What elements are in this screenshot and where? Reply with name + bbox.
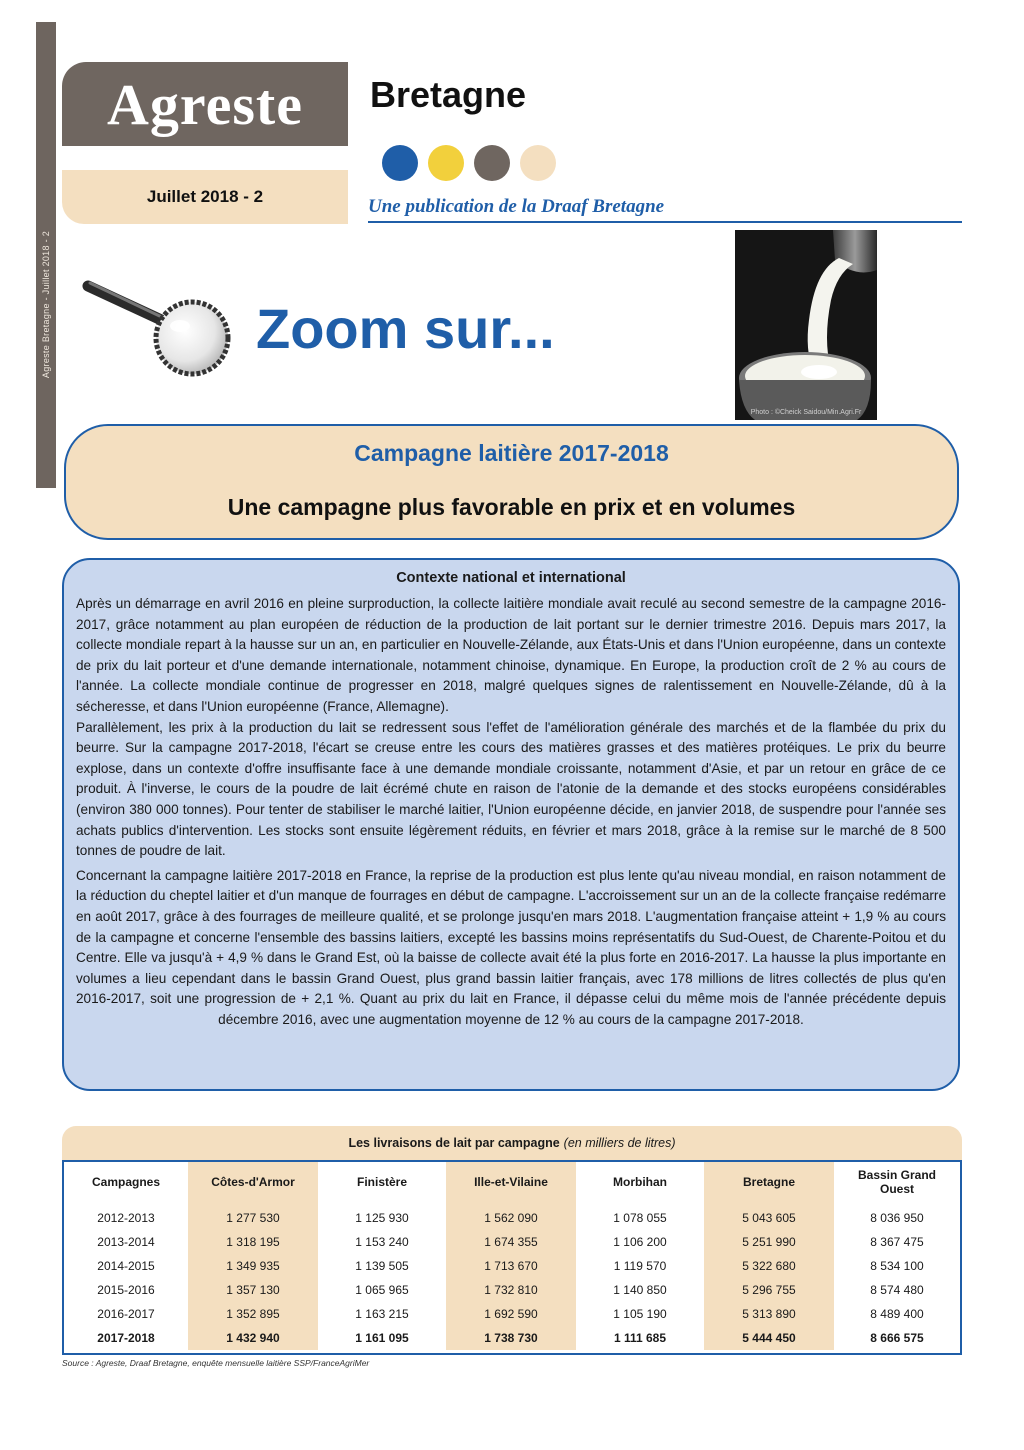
table-cell: 1 119 570 xyxy=(613,1259,667,1273)
table-header-cell: Ille-et-Vilaine xyxy=(446,1162,576,1202)
publication-line: Une publication de la Draaf Bretagne xyxy=(368,196,665,217)
table-cell: 1 357 130 xyxy=(188,1278,318,1302)
milk-photo xyxy=(735,230,877,420)
table-row xyxy=(64,1230,960,1254)
table-title: Les livraisons de lait par campagne xyxy=(348,1136,560,1150)
context-paragraph-1: Après un démarrage en avril 2016 en pleine surproduction, la collecte laitière mondiale avait reculé au second semestre de la campagne 2016-2017, grâce notamment au plan européen de réduction de la production de lait portant sur le dernier trimestre 2016. Depuis mars 2017, la collecte mondiale repart à la hausse sur un an, en particulier en Nouvelle-Zélande, aux États-Unis et dans l'Union européenne, dans un contexte de prix du lait porteur et d'une demande internationale, notamment chinoise, dynamique. En Europe, la production croît de 2 % au cours de l'année. La collecte mondiale continue de progresser en 2018, malgré quelques signes de ralentissement en Nouvelle-Zélande, dû à la sécheresse, et dans l'Union européenne (France, Allemagne). xyxy=(76,596,946,714)
magnifier-icon xyxy=(80,270,236,380)
table-cell: 1 432 940 xyxy=(188,1326,318,1350)
table-row xyxy=(64,1278,960,1302)
table-cell: 8 574 480 xyxy=(870,1283,924,1297)
table-header-row xyxy=(64,1162,960,1202)
photo-credit: Photo : ©Cheick Saidou/Min.Agri.Fr xyxy=(750,409,862,416)
table-header-cell: Morbihan xyxy=(613,1175,667,1189)
table-unit: (en milliers de litres) xyxy=(563,1136,676,1150)
table-cell: 1 125 930 xyxy=(355,1211,409,1225)
brand-name: Agreste xyxy=(107,71,303,137)
dot-blue xyxy=(382,145,418,181)
table-cell: 8 367 475 xyxy=(870,1235,924,1249)
table-cell: 1 562 090 xyxy=(446,1202,576,1230)
color-dots xyxy=(382,145,556,181)
table-cell: 2013-2014 xyxy=(97,1235,155,1249)
table-cell: 8 489 400 xyxy=(870,1307,924,1321)
table-cell: 2012-2013 xyxy=(97,1211,155,1225)
table-cell: 1 106 200 xyxy=(613,1235,667,1249)
table-cell: 8 036 950 xyxy=(870,1211,924,1225)
dot-grey xyxy=(474,145,510,181)
issue-date: Juillet 2018 - 2 xyxy=(146,187,264,206)
table-cell: 1 732 810 xyxy=(446,1278,576,1302)
table-header-cell: Bassin Grand Ouest xyxy=(857,1168,937,1196)
table-cell: 1 318 195 xyxy=(188,1230,318,1254)
table-cell: 1 277 530 xyxy=(188,1202,318,1230)
table-cell: 2016-2017 xyxy=(97,1307,155,1321)
table-cell: 1 105 190 xyxy=(613,1307,667,1321)
milk-pour-illustration xyxy=(735,230,877,420)
table-cell: 1 738 730 xyxy=(446,1326,576,1350)
context-box xyxy=(62,558,960,1091)
table-header-cell: Finistère xyxy=(356,1175,407,1189)
zoom-title: Zoom sur... xyxy=(256,297,555,360)
publication-rule xyxy=(368,221,962,223)
table-cell: 5 296 755 xyxy=(704,1278,834,1302)
deliveries-table-frame xyxy=(62,1160,962,1355)
table-cell: 1 111 685 xyxy=(613,1331,667,1345)
deliveries-table xyxy=(64,1162,960,1350)
table-row xyxy=(64,1302,960,1326)
context-paragraph-2: Parallèlement, les prix à la production du lait se redressent sous l'effet de l'amélioration générale des marchés et de la flambée du prix du beurre. Sur la campagne 2017-2018, l'écart se creuse entre les cours des matières grasses et des matières protéiques. Le prix du beurre explose, dans un contexte d'offre insuffisante face à une demande mondiale croissante, notamment d'Asie, et par un retour en grâce de ce produit. À l'inverse, le cours de la poudre de lait écrémé chute en raison de l'atonie de la demande et des stocks européens considérables (environ 380 000 tonnes). Pour tenter de stabiliser le marché laitier, l'Union européenne décide, en janvier 2018, de suspendre pour l'année ses achats publics d'intervention. Les stocks sont ensuite légèrement réduits, en février et mars 2018, grâce à la remise sur le marché de 8 500 tonnes de poudre de lait. xyxy=(76,719,946,859)
table-header-cell: Campagnes xyxy=(91,1175,161,1189)
context-paragraph-3: Concernant la campagne laitière 2017-2018 en France, la reprise de la production est plus lente qu'au niveau mondial, en raison notamment de la réduction du cheptel laitier et d'un manque de fourrages en début de campagne. L'accroissement sur un an de la collecte française redémarre en août 2017, grâce à des fourrages de meilleure qualité, et se prolonge jusqu'en mars 2018. L'augmentation française atteint + 1,9 % au cours de la campagne et concerne l'ensemble des bassins laitiers, excepté les bassins moins représentatifs du Sud-Ouest, de Charente-Poitou et du Centre. Elle va jusqu'à + 4,9 % dans le Grand Est, où la baisse de collecte avait été la plus forte en 2016-2017. La hausse la plus importante en volumes a lieu cependant dans le bassin Grand Ouest, plus grand bassin laitier français, avec 178 millions de litres collectés de plus qu'en 2016-2017, soit une progression de + 2,1 %. Quant au prix du lait en France, il dépasse celui du même mois de l'année précédente depuis décembre 2016, avec une augmentation moyenne de 12 % au cours de la campagne 2017-2018. xyxy=(76,867,946,1027)
table-header-cell: Bretagne xyxy=(704,1162,834,1202)
table-cell: 8 534 100 xyxy=(870,1259,924,1273)
table-cell: 1 163 215 xyxy=(355,1307,409,1321)
table-cell: 5 444 450 xyxy=(704,1326,834,1350)
table-cell: 2014-2015 xyxy=(97,1259,155,1273)
table-row-total xyxy=(64,1326,960,1350)
table-cell: 1 078 055 xyxy=(613,1211,667,1225)
table-cell: 5 322 680 xyxy=(704,1254,834,1278)
issue-date-box xyxy=(62,170,348,224)
table-cell: 1 674 355 xyxy=(446,1230,576,1254)
table-cell: 2015-2016 xyxy=(97,1283,155,1297)
campaign-title: Campagne laitière 2017-2018 xyxy=(354,440,669,466)
table-row xyxy=(64,1202,960,1230)
table-cell: 5 251 990 xyxy=(704,1230,834,1254)
table-header-cell: Côtes-d'Armor xyxy=(188,1162,318,1202)
table-row xyxy=(64,1254,960,1278)
table-cell: 1 349 935 xyxy=(188,1254,318,1278)
table-cell: 1 140 850 xyxy=(613,1283,667,1297)
table-cell: 8 666 575 xyxy=(870,1331,924,1345)
campaign-title-box xyxy=(64,424,959,540)
table-cell: 1 161 095 xyxy=(355,1331,409,1345)
table-cell: 1 065 965 xyxy=(355,1283,409,1297)
table-cell: 5 043 605 xyxy=(704,1202,834,1230)
dot-beige xyxy=(520,145,556,181)
table-cell: 1 153 240 xyxy=(355,1235,409,1249)
table-cell: 1 352 895 xyxy=(188,1302,318,1326)
table-cell: 1 713 670 xyxy=(446,1254,576,1278)
region-title: Bretagne xyxy=(370,74,527,115)
table-cell: 1 139 505 xyxy=(355,1259,409,1273)
side-vertical-text: Agreste Bretagne - Juillet 2018 - 2 xyxy=(41,230,51,378)
brand-logo xyxy=(62,62,348,146)
context-title: Contexte national et international xyxy=(396,570,626,586)
table-cell: 2017-2018 xyxy=(97,1331,155,1345)
campaign-subtitle: Une campagne plus favorable en prix et en volumes xyxy=(227,494,796,520)
table-cell: 5 313 890 xyxy=(704,1302,834,1326)
dot-yellow xyxy=(428,145,464,181)
table-cell: 1 692 590 xyxy=(446,1302,576,1326)
table-source: Source : Agreste, Draaf Bretagne, enquête mensuelle laitière SSP/FranceAgriMer xyxy=(62,1358,370,1368)
table-title-bar xyxy=(62,1126,962,1160)
